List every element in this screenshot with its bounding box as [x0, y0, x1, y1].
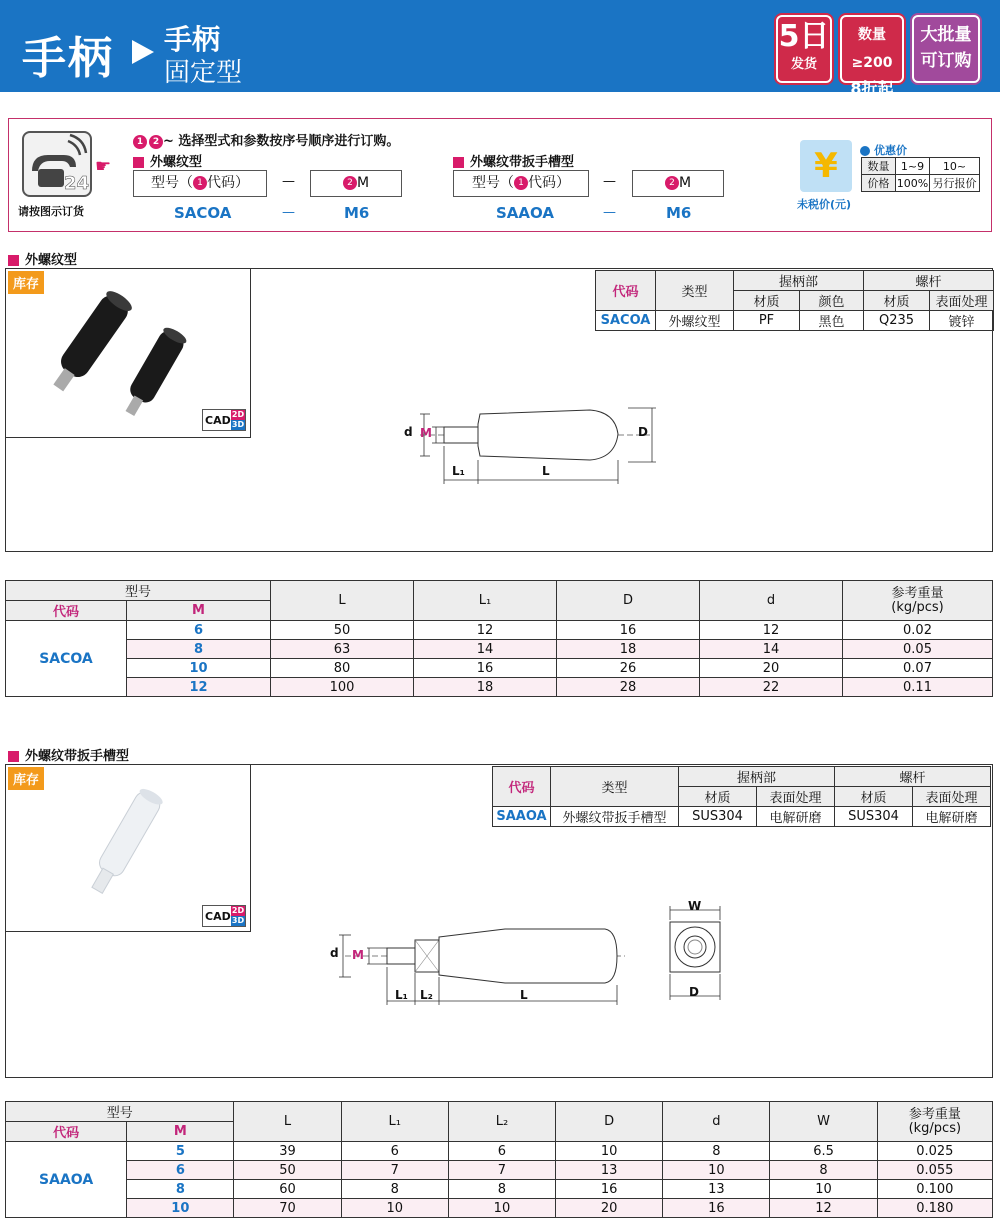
header-M: M — [127, 601, 271, 621]
header-D: D — [557, 581, 700, 621]
price-cell: 100% — [896, 176, 929, 190]
spec-header-material: 材质 — [679, 787, 757, 807]
row-M: 10 — [127, 1199, 234, 1218]
bullet-square-icon — [8, 255, 19, 266]
spec-header-type: 类型 — [551, 767, 679, 807]
left-example-code: SACOA — [174, 204, 232, 222]
section1-label-text: 外螺纹型 — [25, 253, 78, 268]
row-L2: 6 — [448, 1142, 555, 1161]
section2-label — [8, 745, 129, 764]
spec-header-material: 材质 — [864, 291, 930, 311]
header-L1: L₁ — [341, 1102, 448, 1142]
hand-pointer-icon: ☛ — [95, 156, 112, 177]
arrow-right-icon — [132, 40, 154, 64]
header-L1: L₁ — [414, 581, 557, 621]
dim-label-L1: L₁ — [395, 988, 408, 1002]
order-instruction — [133, 130, 399, 149]
yen-glyph: ¥ — [814, 146, 838, 186]
badge-line2: 8折起 — [850, 79, 894, 98]
row-W: 10 — [770, 1180, 877, 1199]
row-L1: 6 — [341, 1142, 448, 1161]
section1-dimension-drawing — [400, 400, 670, 490]
phone-24-icon — [22, 131, 92, 197]
row-L: 100 — [271, 678, 414, 697]
row-d: 10 — [663, 1161, 770, 1180]
header-W: W — [770, 1102, 877, 1142]
right-type-text: 外螺纹带扳手槽型 — [470, 155, 575, 170]
bullet-circle-icon — [860, 146, 870, 156]
field-m-label: M — [678, 175, 692, 191]
section2-label-text: 外螺纹带扳手槽型 — [25, 749, 130, 764]
header-M: M — [127, 1122, 234, 1142]
header-weight-line2: (kg/pcs) — [891, 599, 944, 615]
row-L1: 8 — [341, 1180, 448, 1199]
spec-code: SAAOA — [493, 807, 551, 827]
page-subtitle-type: 固定型 — [164, 58, 243, 88]
spec-color: 黑色 — [800, 311, 864, 331]
dim-label-L2: L₂ — [420, 988, 433, 1002]
cad-download-button[interactable] — [202, 409, 246, 431]
badge-line1: 数量≥200 — [851, 27, 893, 71]
row-W: 12 — [770, 1199, 877, 1218]
row-L1: 10 — [341, 1199, 448, 1218]
right-type-label — [453, 151, 574, 170]
price-cell: 价格 — [862, 175, 896, 192]
dash-separator: — — [282, 174, 295, 189]
step1-marker: 1 — [514, 176, 528, 190]
step2-marker: 2 — [343, 176, 357, 190]
table-code: SACOA — [6, 621, 127, 697]
spec-material: SUS304 — [679, 807, 757, 827]
cad-2d-label: 2D — [231, 410, 245, 419]
table-code: SAAOA — [6, 1142, 127, 1218]
dim-label-W: W — [688, 899, 702, 913]
price-cell: 另行报价 — [930, 175, 980, 192]
dim-label-L: L — [542, 464, 550, 478]
row-L2: 8 — [448, 1180, 555, 1199]
row-D: 16 — [557, 621, 700, 640]
row-W: 6.5 — [770, 1142, 877, 1161]
right-model-field — [453, 170, 589, 197]
row-D: 10 — [556, 1142, 663, 1161]
inventory-tag: 库存 — [8, 271, 44, 294]
row-weight: 0.02 — [843, 621, 993, 640]
page-subtitle: 手柄 — [164, 23, 221, 56]
spec-screw-material: Q235 — [864, 311, 930, 331]
row-D: 28 — [557, 678, 700, 697]
cad-2d-label: 2D — [231, 906, 245, 915]
header-weight-line1: 参考重量 — [908, 1106, 961, 1122]
dim-label-D: D — [689, 985, 699, 999]
dim-label-M: M — [352, 948, 364, 962]
row-W: 8 — [770, 1161, 877, 1180]
header-weight — [843, 581, 993, 621]
header-code: 代码 — [6, 601, 127, 621]
row-L2: 7 — [448, 1161, 555, 1180]
field-label-post: 代码） — [207, 175, 249, 191]
badge-5day-delivery — [776, 15, 832, 83]
spec-header-surface: 表面处理 — [913, 787, 991, 807]
svg-text:24: 24 — [64, 173, 90, 194]
dash-separator: — — [282, 205, 295, 220]
bullet-square-icon — [453, 157, 464, 168]
dim-label-d: d — [330, 946, 339, 960]
row-L: 63 — [271, 640, 414, 659]
row-weight: 0.180 — [877, 1199, 992, 1218]
section1-label — [8, 249, 77, 268]
dim-label-L1: L₁ — [452, 464, 465, 478]
bullet-square-icon — [8, 751, 19, 762]
field-label-pre: 型号（ — [151, 175, 193, 191]
row-D: 13 — [556, 1161, 663, 1180]
section2-dimension-drawing — [325, 915, 625, 1010]
cad-label: CAD — [205, 910, 231, 923]
spec-header-code: 代码 — [596, 271, 656, 311]
spec-header-material: 材质 — [734, 291, 800, 311]
row-M: 8 — [127, 640, 271, 659]
cad-3d-label: 3D — [231, 916, 245, 925]
spec-code: SACOA — [596, 311, 656, 331]
header-D: D — [556, 1102, 663, 1142]
instruction-text: ~ 选择型式和参数按序号顺序进行订购。 — [163, 134, 400, 149]
row-d: 8 — [663, 1142, 770, 1161]
inventory-tag: 库存 — [8, 767, 44, 790]
spec-header-material: 材质 — [835, 787, 913, 807]
row-weight: 0.055 — [877, 1161, 992, 1180]
right-example-code: SAAOA — [496, 204, 554, 222]
header-L2: L₂ — [448, 1102, 555, 1142]
spec-header-color: 颜色 — [800, 291, 864, 311]
row-d: 22 — [700, 678, 843, 697]
row-L: 70 — [234, 1199, 341, 1218]
spec-type: 外螺纹带扳手槽型 — [551, 807, 679, 827]
left-example-m: M6 — [344, 204, 370, 222]
spec-header-grip: 握柄部 — [734, 271, 864, 291]
row-L: 50 — [234, 1161, 341, 1180]
section2-dimension-table — [5, 1101, 993, 1218]
field-label-post: 代码） — [528, 175, 570, 191]
dash-separator: — — [603, 205, 616, 220]
row-L: 50 — [271, 621, 414, 640]
left-type-text: 外螺纹型 — [150, 155, 203, 170]
step1-marker: 1 — [193, 176, 207, 190]
row-M: 5 — [127, 1142, 234, 1161]
row-d: 16 — [663, 1199, 770, 1218]
header-code: 代码 — [6, 1122, 127, 1142]
step2-marker: 2 — [149, 135, 163, 149]
row-D: 18 — [557, 640, 700, 659]
row-L1: 14 — [414, 640, 557, 659]
section1-dimension-table — [5, 580, 993, 697]
spec-header-screw: 螺杆 — [864, 271, 994, 291]
row-M: 8 — [127, 1180, 234, 1199]
price-cell: 1~9 — [896, 158, 930, 175]
spec-header-surface: 表面处理 — [757, 787, 835, 807]
cad-download-button[interactable] — [202, 905, 246, 927]
spec-header-screw: 螺杆 — [835, 767, 991, 787]
price-cell: 数量 — [862, 158, 896, 175]
dim-label-L: L — [520, 988, 528, 1002]
spec-header-type: 类型 — [656, 271, 734, 311]
spec-header-surface: 表面处理 — [930, 291, 994, 311]
row-d: 12 — [700, 621, 843, 640]
spec-surface: 电解研磨 — [913, 807, 991, 827]
spec-material: PF — [734, 311, 800, 331]
left-m-field — [310, 170, 402, 197]
badge-line1: 大批量 — [920, 25, 972, 45]
badge-line2: 可订购 — [920, 51, 972, 71]
dash-separator: — — [603, 174, 616, 189]
cad-3d-label: 3D — [231, 420, 245, 429]
badge-quantity-discount — [840, 15, 904, 98]
header-L: L — [234, 1102, 341, 1142]
header-model: 型号 — [6, 1102, 234, 1122]
row-d: 13 — [663, 1180, 770, 1199]
header-model: 型号 — [6, 581, 271, 601]
phone-caption: 请按图示订货 — [18, 205, 84, 218]
price-cell: 10~ — [930, 158, 980, 175]
row-d: 14 — [700, 640, 843, 659]
field-label-pre: 型号（ — [472, 175, 514, 191]
badge-big-text: 5日 — [778, 19, 830, 54]
dim-label-d: d — [404, 425, 413, 439]
badge-small-text: 发货 — [790, 57, 817, 72]
dim-label-M: M — [420, 426, 432, 440]
right-example-m: M6 — [666, 204, 692, 222]
spec-type: 外螺纹型 — [656, 311, 734, 331]
section2-spec-table — [492, 766, 991, 827]
row-weight: 0.11 — [843, 678, 993, 697]
row-weight: 0.025 — [877, 1142, 992, 1161]
row-weight: 0.07 — [843, 659, 993, 678]
row-D: 26 — [557, 659, 700, 678]
right-m-field — [632, 170, 724, 197]
page-title: 手柄 — [22, 33, 114, 84]
row-L1: 7 — [341, 1161, 448, 1180]
row-weight: 0.05 — [843, 640, 993, 659]
price-caption: 未税价(元) — [797, 198, 852, 211]
step1-marker: 1 — [133, 135, 147, 149]
step2-marker: 2 — [665, 176, 679, 190]
header-weight-line1: 参考重量 — [891, 585, 944, 601]
row-L2: 10 — [448, 1199, 555, 1218]
badge-bulk-order — [912, 15, 980, 83]
header-d: d — [700, 581, 843, 621]
field-m-label: M — [356, 175, 370, 191]
row-weight: 0.100 — [877, 1180, 992, 1199]
row-L: 60 — [234, 1180, 341, 1199]
spec-screw-material: SUS304 — [835, 807, 913, 827]
price-title — [860, 142, 907, 158]
spec-header-grip: 握柄部 — [679, 767, 835, 787]
spec-surface: 电解研磨 — [757, 807, 835, 827]
spec-surface: 镀锌 — [930, 311, 994, 331]
row-L1: 12 — [414, 621, 557, 640]
row-M: 6 — [127, 1161, 234, 1180]
left-type-label — [133, 151, 202, 170]
left-model-field — [133, 170, 267, 197]
row-D: 16 — [556, 1180, 663, 1199]
spec-header-code: 代码 — [493, 767, 551, 807]
header-d: d — [663, 1102, 770, 1142]
row-D: 20 — [556, 1199, 663, 1218]
price-table — [861, 157, 980, 192]
row-L1: 18 — [414, 678, 557, 697]
bullet-square-icon — [133, 157, 144, 168]
row-L: 39 — [234, 1142, 341, 1161]
row-d: 20 — [700, 659, 843, 678]
row-M: 10 — [127, 659, 271, 678]
row-L1: 16 — [414, 659, 557, 678]
header-weight-line2: (kg/pcs) — [908, 1120, 962, 1136]
section1-spec-table — [595, 270, 994, 331]
row-M: 12 — [127, 678, 271, 697]
dim-label-D: D — [638, 425, 648, 439]
header-L: L — [271, 581, 414, 621]
cad-label: CAD — [205, 414, 231, 427]
row-M: 6 — [127, 621, 271, 640]
yen-icon — [800, 140, 852, 192]
header-weight — [877, 1102, 992, 1142]
price-title-text: 优惠价 — [874, 144, 907, 157]
row-L: 80 — [271, 659, 414, 678]
